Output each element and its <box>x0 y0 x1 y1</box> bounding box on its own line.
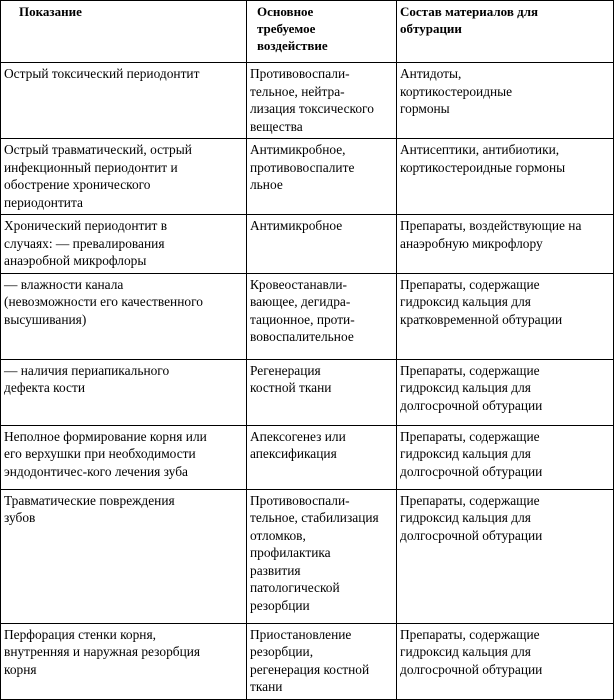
materials-cell: Антидоты, кортикостероидные гормоны <box>397 63 614 139</box>
table-row <box>1 63 614 139</box>
header-indication: Показание <box>1 1 247 63</box>
action-cell: Кровеостанавли- вающее, дегидра- тационное, проти- вовоспалительное <box>247 273 397 359</box>
indication-cell: — влажности канала (невозможности его качественного высушивания) <box>1 273 247 359</box>
table-row <box>1 623 614 699</box>
table-row <box>1 273 614 359</box>
indication-cell: Хронический периодонтит в случаях: — превалирования анаэробной микрофлоры <box>1 215 247 274</box>
action-cell: Апексогенез или апексификация <box>247 425 397 489</box>
materials-cell: Антисептики, антибиотики, кортикостероидные гормоны <box>397 139 614 215</box>
header-materials: Состав материалов для обтурации <box>397 1 614 63</box>
table-header <box>1 1 614 63</box>
action-cell: Приостановление резорбции, регенерация костной ткани <box>247 623 397 699</box>
indication-cell: Острый травматический, острый инфекционный периодонтит и обострение хронического периодонтита <box>1 139 247 215</box>
materials-cell: Препараты, воздействующие на анаэробную микрофлору <box>397 215 614 274</box>
action-cell: Антимикробное <box>247 215 397 274</box>
table-row <box>1 139 614 215</box>
materials-cell: Препараты, содержащие гидроксид кальция для долгосрочной обтурации <box>397 623 614 699</box>
indication-cell: Травматические повреждения зубов <box>1 489 247 623</box>
action-cell: Противовоспали- тельное, нейтра- лизация токсического вещества <box>247 63 397 139</box>
indication-cell: Перфорация стенки корня, внутренняя и наружная резорбция корня <box>1 623 247 699</box>
header-row <box>1 1 614 63</box>
table-body <box>1 63 614 700</box>
materials-cell: Препараты, содержащие гидроксид кальция для долгосрочной обтурации <box>397 425 614 489</box>
materials-cell: Препараты, содержащие гидроксид кальция для долгосрочной обтурации <box>397 359 614 425</box>
materials-cell: Препараты, содержащие гидроксид кальция для кратковременной обтурации <box>397 273 614 359</box>
indication-cell: — наличия периапикального дефекта кости <box>1 359 247 425</box>
table-row <box>1 359 614 425</box>
table-row <box>1 425 614 489</box>
header-required-action: Основное требуемое воздействие <box>247 1 397 63</box>
table-row <box>1 489 614 623</box>
indication-cell: Неполное формирование корня или его верхушки при необходимости эндодонтичес-кого лечения зуба <box>1 425 247 489</box>
table-row <box>1 215 614 274</box>
materials-cell: Препараты, содержащие гидроксид кальция для долгосрочной обтурации <box>397 489 614 623</box>
indication-cell: Острый токсический периодонтит <box>1 63 247 139</box>
action-cell: Регенерация костной ткани <box>247 359 397 425</box>
action-cell: Антимикробное, противовоспалите льное <box>247 139 397 215</box>
action-cell: Противовоспали- тельное, стабилизация отломков, профилактика развития патологической резорбции <box>247 489 397 623</box>
